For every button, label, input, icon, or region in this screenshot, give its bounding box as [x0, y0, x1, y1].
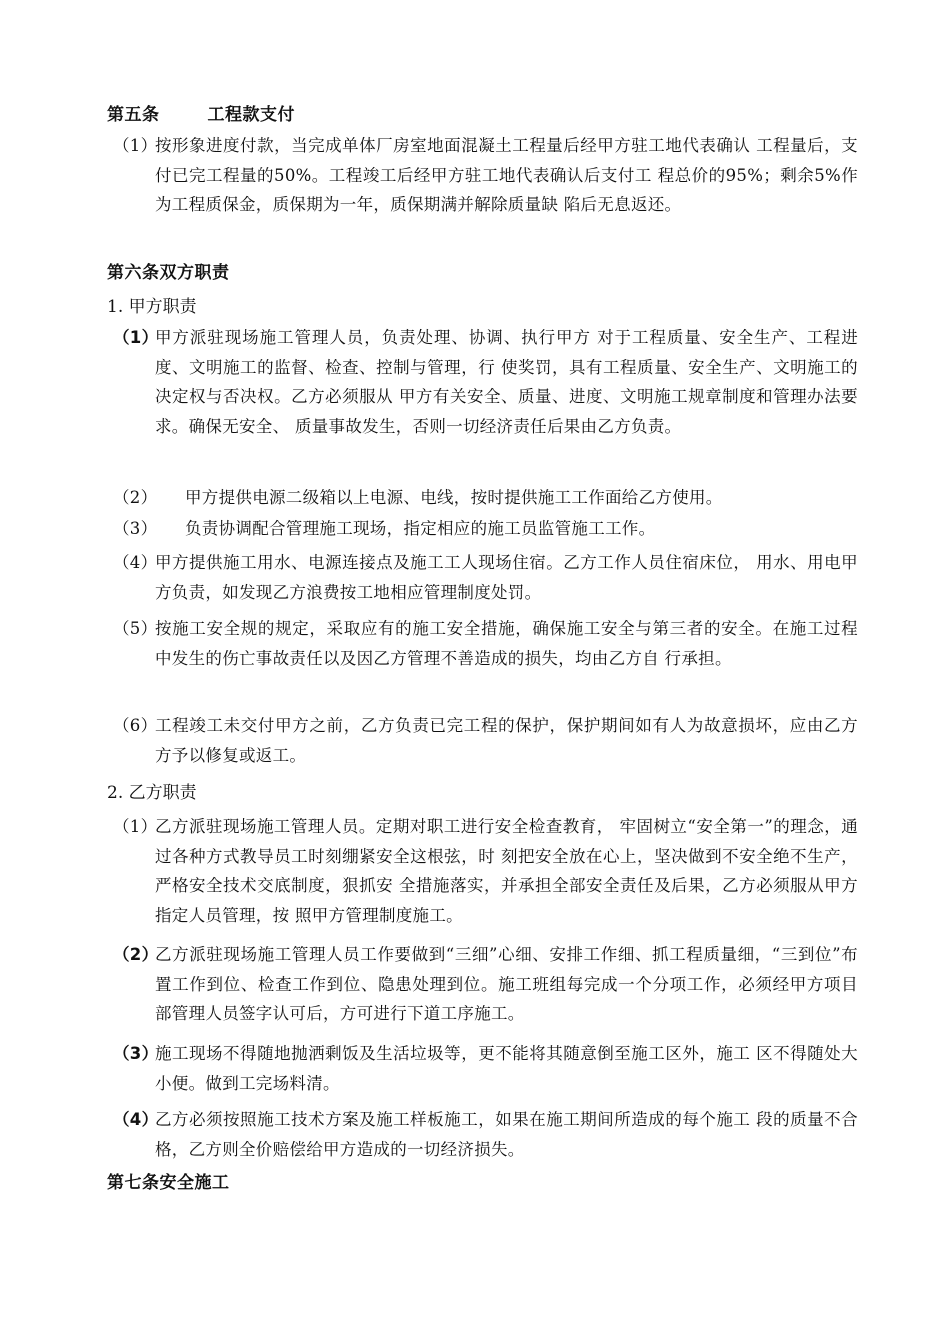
item-number: （4）	[113, 553, 158, 572]
item-text: 甲方提供电源二级箱以上电源、电线，按时提供施工工作面给乙方使用。	[185, 488, 723, 507]
list-item	[113, 1105, 858, 1164]
list-item	[113, 614, 858, 673]
item-text: 负责协调配合管理施工现场，指定相应的施工员监管施工工作。	[185, 519, 656, 538]
item-number: （2）	[113, 488, 158, 507]
article-6-heading: 第六条双方职责	[107, 263, 230, 283]
item-number: （1）	[113, 136, 158, 155]
item-text: 工程竣工未交付甲方之前，乙方负责已完工程的保护，保护期间如有人为故意损坏，应由乙方方予以修复或返工。	[155, 716, 858, 765]
item-number: （2）	[113, 945, 159, 964]
item-text: 甲方提供施工用水、电源连接点及施工工人现场住宿。乙方工作人员住宿床位， 用水、用电甲方负责，如发现乙方浪费按工地相应管理制度处罚。	[155, 553, 858, 602]
item-number: （1）	[113, 328, 159, 347]
list-item	[113, 1039, 858, 1098]
list-item	[113, 711, 858, 770]
item-text: 甲方派驻现场施工管理人员，负责处理、协调、执行甲方 对于工程质量、安全生产、工程进度、文明施工的监督、检查、控制与管理，行 使奖罚，具有工程质量、安全生产、文明施工的决定权与否决权。乙方必须服从 甲方有关安全、质量、进度、文明施工规章制度和管理办法要求。确保无安全、 质量事故发生，否则一切经济责任后果由乙方负责。	[155, 328, 858, 436]
list-item	[113, 131, 858, 220]
list-item	[113, 812, 858, 930]
list-item	[113, 548, 858, 607]
item-number: （3）	[113, 1044, 159, 1063]
list-item	[113, 483, 858, 513]
item-text: 按施工安全规的规定，采取应有的施工安全措施，确保施工安全与第三者的安全。在施工过程中发生的伤亡事故责任以及因乙方管理不善造成的损失，均由乙方自 行承担。	[155, 619, 858, 668]
party-a-heading: 1. 甲方职责	[107, 297, 197, 317]
item-text: 乙方必须按照施工技术方案及施工样板施工，如果在施工期间所造成的每个施工 段的质量不合格，乙方则全价赔偿给甲方造成的一切经济损失。	[155, 1110, 858, 1159]
item-number: （4）	[113, 1110, 159, 1129]
item-text: 乙方派驻现场施工管理人员。定期对职工进行安全检查教育， 牢固树立“安全第一”的理念，通过各种方式教导员工时刻绷紧安全这根弦，时 刻把安全放在心上，坚决做到不安全绝不生产，严格安全技术交底制度，狠抓安 全措施落实，并承担全部安全责任及后果，乙方必须服从甲方指定人员管理，按 照甲方管理制度施工。	[155, 817, 858, 925]
article-5-title: 工程款支付	[207, 105, 295, 125]
party-b-heading: 2. 乙方职责	[107, 783, 197, 803]
list-item	[113, 514, 858, 544]
article-5-label: 第五条	[107, 105, 160, 125]
list-item	[113, 323, 858, 441]
item-number: （1）	[113, 817, 158, 836]
item-number: （3）	[113, 519, 158, 538]
item-text: 按形象进度付款，当完成单体厂房室地面混凝土工程量后经甲方驻工地代表确认 工程量后，支付已完工程量的50%。工程竣工后经甲方驻工地代表确认后支付工 程总价的95%；剩余5%作为工程质保金，质保期为一年，质保期满并解除质量缺 陷后无息返还。	[155, 136, 858, 214]
article-5-heading	[107, 104, 295, 126]
item-text: 乙方派驻现场施工管理人员工作要做到“三细”心细、安排工作细、抓工程质量细，“三到位”布置工作到位、检查工作到位、隐患处理到位。施工班组每完成一个分项工作，必须经甲方项目部管理人员签字认可后，方可进行下道工序施工。	[155, 945, 858, 1023]
item-text: 施工现场不得随地抛洒剩饭及生活垃圾等，更不能将其随意倒至施工区外，施工 区不得随处大小便。做到工完场料清。	[155, 1044, 858, 1093]
item-number: （6）	[113, 716, 158, 735]
item-number: （5）	[113, 619, 158, 638]
article-7-heading: 第七条安全施工	[107, 1173, 230, 1193]
list-item	[113, 940, 858, 1029]
